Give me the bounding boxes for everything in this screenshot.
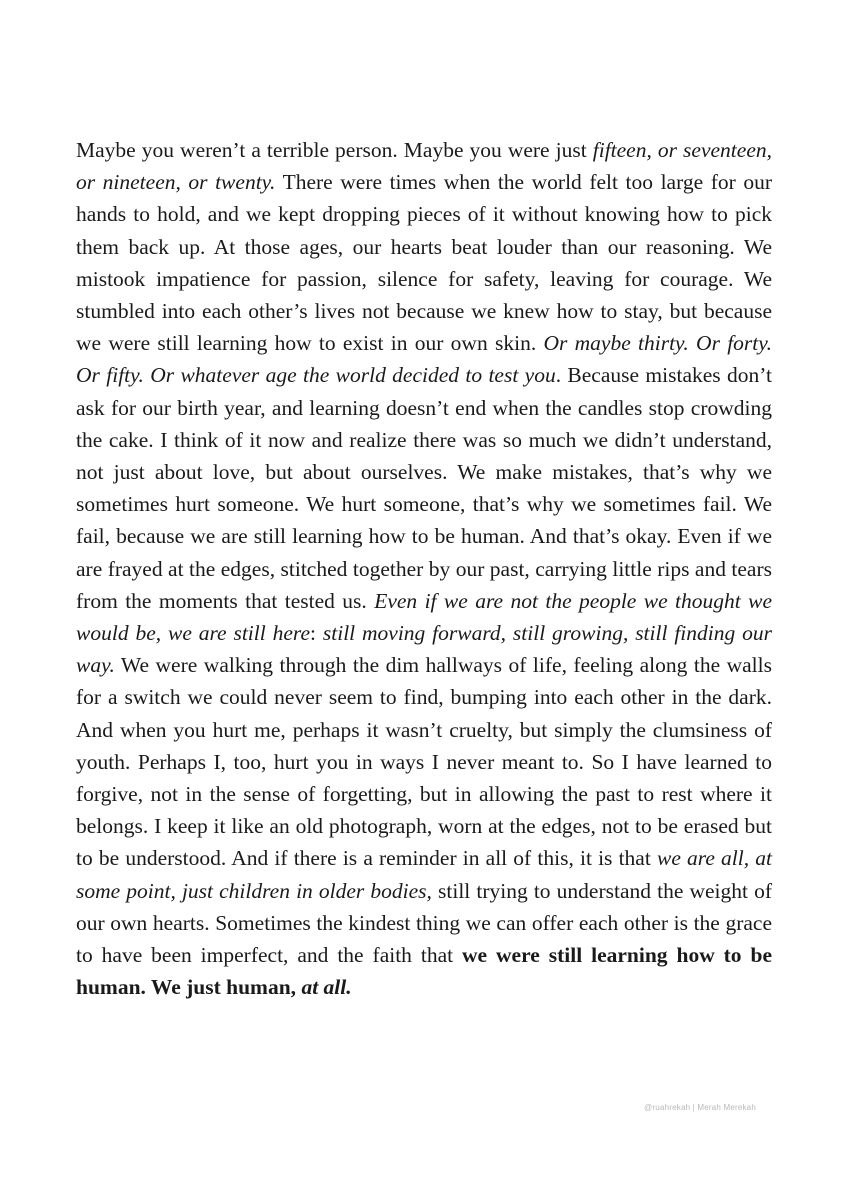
poem-text: Maybe you weren’t a terrible person. Maybe you were just [76,138,593,162]
prose-poem [76,134,772,1003]
author-credit: @ruahrekah | Merah Merekah [644,1103,756,1112]
poem-text: . Because mistakes don’t ask for our birth year, and learning doesn’t end when the candles stop crowding the cake. I think of it now and realize there was so much we didn’t understand, not just about love, but about ourselves. We make mistakes, that’s why we sometimes hurt someone. We hurt someone, that’s why we sometimes fail. We fail, because we are still learning how to be human. And that’s okay. Even if we are frayed at the edges, stitched together by our past, carrying little rips and tears from the moments that tested us. [76,363,772,613]
poem-text: There were times when the world felt too large for our hands to hold, and we kept dropping pieces of it without knowing how to pick them back up. At those ages, our hearts beat louder than our reasoning. We mistook impatience for passion, silence for safety, leaving for courage. We stumbled into each other’s lives not because we knew how to stay, but because we were still learning how to exist in our own skin. [76,170,772,356]
poem-italic-children: we are all, at some point, just children in older bodies, [76,846,772,903]
poem-bold-text: we were still learning how to be human. We just human, [76,943,772,1000]
poem-italic-older-ages: Or maybe thirty. Or forty. Or fifty. Or whatever age the world decided to test you [76,331,772,388]
poem-italic-ages: fifteen, or seventeen, or nineteen, or twenty. [76,138,772,195]
poem-bold-italic-at-all: at all. [301,975,352,1000]
poem-text: We were walking through the dim hallways of life, feeling along the walls for a switch we could never seem to find, bumping into each other in the dark. And when you hurt me, perhaps it wasn’t cruelty, but simply the clumsiness of youth. Perhaps I, too, hurt you in ways I never meant to. So I have learned to forgive, not in the sense of forgetting, but in allowing the past to rest where it belongs. I keep it like an old photograph, worn at the edges, not to be erased but to be understood. And if there is a reminder in all of this, it is that [76,653,772,871]
poem-text: : [310,621,323,646]
poem-italic-moving-forward: still moving forward, still growing, still finding our way. [76,621,772,678]
poem-text: still trying to understand the weight of our own hearts. Sometimes the kindest thing we can offer each other is the grace to have been imperfect, and the faith that [76,878,772,968]
poem-italic-still-here: Even if we are not the people we thought we would be, we are still here [76,588,773,646]
